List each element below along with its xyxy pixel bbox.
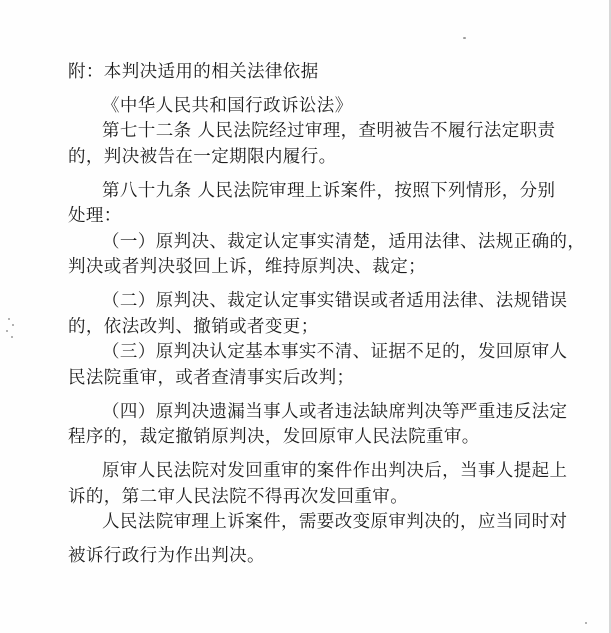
clause-4-line-1: （四）原判决遗漏当事人或者违法缺席判决等严重违反法定 [102, 402, 568, 422]
clause-1-line-2: 判决或者判决驳回上诉，维持原判决、裁定； [68, 257, 426, 277]
article-89-line-2: 处理： [68, 206, 122, 226]
article-72-line-2: 的，判决被告在一定期限内履行。 [68, 147, 337, 167]
scan-speck [585, 622, 587, 624]
clause-2-line-1: （二）原判决、裁定认定事实错误或者适用法律、法规错误 [102, 291, 568, 311]
law-title: 《中华人民共和国行政诉讼法》 [102, 96, 353, 116]
scan-speck [6, 330, 8, 332]
judgment-paragraph-line-1: 人民法院审理上诉案件，需要改变原审判决的，应当同时对 [102, 512, 568, 532]
scan-speck [12, 324, 14, 326]
scan-speck [463, 37, 466, 39]
article-72-line-1: 第七十二条 人民法院经过审理，查明被告不履行法定职责 [102, 121, 556, 141]
clause-3-line-2: 民法院重审，或者查清事实后改判； [68, 368, 355, 388]
scan-speck [11, 336, 13, 338]
judgment-paragraph-line-2: 被诉行政行为作出判决。 [68, 546, 265, 566]
retrial-paragraph-line-2: 诉的，第二审人民法院不得再次发回重审。 [68, 487, 409, 507]
clause-1-line-1: （一）原判决、裁定认定事实清楚，适用法律、法规正确的， [102, 232, 586, 252]
clause-4-line-2: 程序的，裁定撤销原判决，发回原审人民法院重审。 [68, 427, 480, 447]
retrial-paragraph-line-1: 原审人民法院对发回重审的案件作出判决后，当事人提起上 [102, 461, 568, 481]
scan-speck [8, 318, 10, 320]
clause-2-line-2: 的，依法改判、撤销或者变更； [68, 317, 319, 337]
appendix-heading: 附：本判决适用的相关法律依据 [68, 62, 319, 82]
article-89-line-1: 第八十九条 人民法院审理上诉案件，按照下列情形，分别 [102, 181, 556, 201]
clause-3-line-1: （三）原判决认定基本事实不清、证据不足的，发回原审人 [102, 342, 568, 362]
